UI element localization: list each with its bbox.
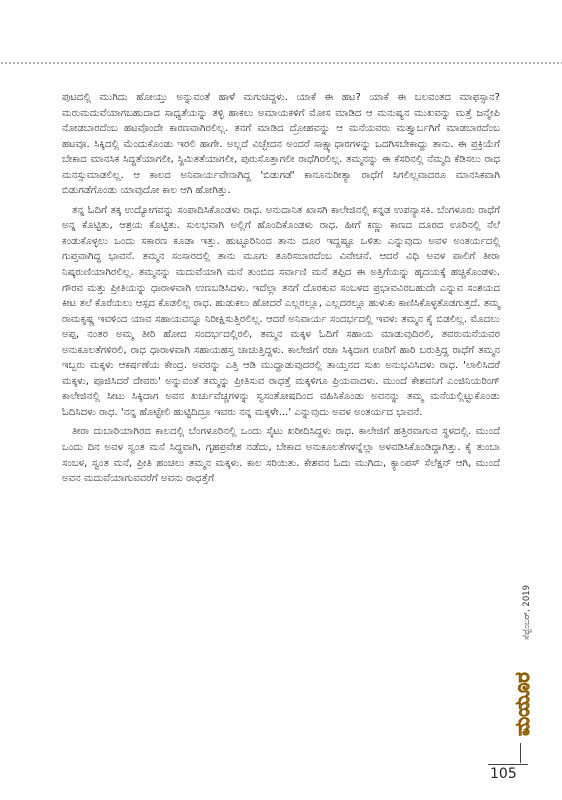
- page-divider-vertical: [520, 743, 521, 763]
- page-divider-horizontal: [488, 764, 528, 765]
- paragraph: ಪುಟದಲ್ಲಿ ಮುಗಿದು ಹೋಯ್ತು ಅನ್ನುವಂತೆ ಹಾಳೆ ಮಗುಚಿದ್ದಳು. ಯಾಕೆ ಈ ಹಟ? ಯಾಕೆ ಈ ಬಲವಂತದ ಮಾಫಸ್ಸಾನ? ಮರುಮದುವೆಯಾಗಬಹುದಾದ ಸಾಧ್ಯತೆಯನ್ನು ತಳ್ಳಿ ಹಾಕಲು ಅಮಾಯಕಳಿಗೆ ಮೋಸ ಮಾಡಿದ ಆ ಮನುಷ್ಯನ ಮುಖವನ್ನು ಮತ್ತೆ ಜನ್ಮೇಪಿ ನೋಡಬಾರದೆಂಬ ಹಟವೊಂದೇ ಕಾರಣವಾಗಿರಲಿಲ್ಲ. ತನಗೆ ಮಾಡಿದ ದ್ರೋಹವನ್ನು ಆ ಮನೆಯವರು ಮತ್ತ್ಯಾರ್ಬಗಿಗೆ ಮಾಡಬಾರದೆಂಬ ಹಟವೂ. ಸಿಕ್ಕಿದಲ್ಲಿ ಮೆಂದುಕೊಂಡು ಇರಲಿ ಹಾಗೇ. ಅಲ್ಲದೆ ವಿಚ್ಛೇದನ ಅಂದರೆ ಸಾಕ್ಷ್ಯಾಧಾರಗಳನ್ನು ಒದಗಿಸಬೇಕಾದ್ದು ತಾನು. ಈ ಪ್ರಕ್ರಿಯೆಗೆ ಬೇಕಾದ ಮಾನಸಿಕ ಸಿದ್ಧತೆಯಾಗಲೀ, ಸ್ಥಿಮಿತತೆಯಾಗಲೀ, ಪುರುಸೊತ್ತಾಗಲೀ ರಾಧೆಗಿರಲಿಲ್ಲ. ತಮ್ಮನನ್ನು ಈ ಕೆಸರಿನಲ್ಲಿ ನೆಮ್ಮದಿ ಕೆಡಿಸಲು ರಾಧ ಮನಸ್ಸುಮಾಡಲಿಲ್ಲ. ಆ ಕಾಲದ ಅನಿವಾರ್ಯವೇನಾಗಿದ್ದ 'ಬಿಡುಗಡೆ' ಕಾನೂನುರೀತ್ಯಾ ರಾಧೆಗೆ ಸಿಗಲಿಲ್ಲವಾದರೂ ಮಾನಸಿಕವಾಗಿ ಬಿಡುಗಡೆಗೊಂಡು ಯಾವುದೋ ಕಾಲ ಆಗಿ ಹೋಗಿತ್ತು.: [62, 92, 500, 197]
- issue-date: ಸೆಪ್ಟೆಂಬರ್, 2019: [522, 584, 532, 640]
- paragraph: ತೀರಾ ದುಬಾರಿಯಾಗಿರದ ಕಾಲದಲ್ಲಿ ಬೆಂಗಳೂರಿನಲ್ಲಿ ಒಂದು ಸೈಟು ಖರೀದಿಸಿದ್ದಳು ರಾಧ. ಕಾಲೇಜಿಗೆ ಹತ್ತಿರವಾಗುವ ಸ್ಥಳದಲ್ಲಿ. ಮುಂದೆ ಒಂದು ದಿನ ಅವಳ ಸ್ವಂತ ಮನೆ ಸಿದ್ಧವಾಗಿ, ಗೃಹಪ್ರವೇಶ ನಡೆದು, ಬೇಕಾದ ಅನುಕೂಲತೆಗಳನ್ನೆಲ್ಲಾ ಅಳವಡಿಸಿಕೊಂಡಿದ್ದಾಗಿತ್ತು. ಕೈ ತುಂಬಾ ಸಂಬಳ, ಸ್ವಂತ ಮನೆ, ಪ್ರೀತಿ ಹಂಚಲು ತಮ್ಮನ ಮಕ್ಕಳು. ಕಾಲ ಸರಿಯಿತು. ಕೇಶವನ ಓದು ಮುಗಿದು, ಕ್ಯಾಂಪಸ್ ಸೆಲೆಕ್ಷನ್ ಆಗಿ, ಮುಂದೆ ಅವನ ಮದುವೆಯಾಗುವವರೆಗೆ ಅವನು ರಾಧತ್ತೆಗೆ: [62, 426, 500, 485]
- dotted-rule: [0, 62, 562, 64]
- article-body: [62, 90, 500, 491]
- page-number: 105: [490, 766, 517, 782]
- magazine-logo: [506, 671, 536, 737]
- paragraph: ತನ್ನ ಓದಿಗೆ ತಕ್ಕ ಉದ್ಯೋಗವನ್ನು ಸಂಪಾದಿಸಿಕೊಂಡಳು ರಾಧ. ಅನುದಾನಿತ ಖಾಸಗಿ ಕಾಲೇಜಿನಲ್ಲಿ ಕನ್ನಡ ಉಪನ್ಯಾಸಕಿ. ಬೆಂಗಳೂರು ರಾಧೆಗೆ ಅನ್ನ ಕೊಟ್ಟಿತು, ಆಶ್ರಯ ಕೊಟ್ಟಿತು. ಸುಲಭವಾಗಿ ಅಲ್ಲಿಗೆ ಹೊಂದಿಕೊಂಡಳು ರಾಧ. ಹೀಗೆ ಕಣ್ಣು ಕಾಣದ ದೂರದ ಊರಿನಲ್ಲಿ ನೆಲೆ ಕಂಡುಕೊಳ್ಳಲು ಒಂದು ಸಕಾರಣ ಕೂಡಾ ಇತ್ತು. ಹುಟ್ಟೂರಿನಿಂದ ತಾನು ದೂರ ಇದ್ದಷ್ಟೂ ಒಳಿತು ಎನ್ನುವುದು ಅವಳ ಅಂತರ್ಯದಲ್ಲಿ ಗುಪ್ತವಾಗಿದ್ದ ಭಾವನೆ. ತಮ್ಮನ ಸಂಸಾರದಲ್ಲಿ ತಾನು ಮೂಗು ತೂರಿಸಬಾರದೆಂಬ ವಿವೇಚನೆ. ಆದರೆ ವಿಧಿ ಅವಳ ಪಾಲಿಗೆ ತೀರಾ ನಿಷ್ಕರುಣಿಯಾಗಿರಲಿಲ್ಲ. ತಮ್ಮನನ್ನು ಮದುವೆಯಾಗಿ ಮನೆ ತುಂಬಿದ ಸರ್ವಾಣಿ ಮನೆ ತಪ್ಪಿದ ಈ ಅತ್ತಿಗೆಯನ್ನು ಹೃದಯಕ್ಕೆ ಹಚ್ಚಿಕೊಂಡಳು. ಗೌರವ ಮತ್ತು ಪ್ರೀತಿಯನ್ನು ಧಾರಾಳವಾಗಿ ಉಣಬಡಿಸಿದಳು. ಇದೆಲ್ಲಾ ತನಗೆ ದೊರಕುವ ಸಂಬಳದ ಪ್ರಭಾವವಿರಬಹುದೇ ಎನ್ನುವ ಸಂಶಯದ ಕೀಟ ತಲೆ ಕೊರೆಯಲು ಆಸ್ಪದ ಕೊಡಲಿಲ್ಲ ರಾಧ. ಹುಡುಕಲು ಹೋದರೆ ಎಲ್ಲರಲ್ಲೂ, ಎಲ್ಲದರಲ್ಲೂ ಹುಳುಕು ಕಾಣಿಸಿಕೊಳ್ಳತೊಡಗುತ್ತದೆ. ತಮ್ಮ ರಾಮಕೃಷ್ಣ ಇವಳಿಂದ ಯಾವ ಸಹಾಯವನ್ನೂ ನಿರೀಕ್ಷಿಸುತ್ತಿರಲಿಲ್ಲ. ಆದರೆ ಅನಿವಾರ್ಯ ಸಂದರ್ಭದಲ್ಲಿ ಇವಳು ತಮ್ಮನ ಕೈ ಬಿಡಲಿಲ್ಲ. ಮೊದಲು ಅಪ್ಪ, ನಂತರ ಅಮ್ಮ ತೀರಿ ಹೋದ ಸಂದರ್ಭದಲ್ಲಿರಲಿ, ತಮ್ಮನ ಮಕ್ಕಳ ಓದಿಗೆ ಸಹಾಯ ಮಾಡುವುದಿರಲಿ, ತವರುಮನೆಯವರ ಅನುಕೂಲತೆಗಳಿರಲಿ, ರಾಧ ಧಾರಾಳವಾಗಿ ಸಹಾಯಹಸ್ತ ಚಾಚುತ್ತಿದ್ದಳು. ಕಾಲೇಜಿಗೆ ರಜಾ ಸಿಕ್ಕಿದಾಗ ಊರಿಗೆ ಹಾರಿ ಬರುತ್ತಿದ್ದ ರಾಧೆಗೆ ತಮ್ಮನ ಇಬ್ಬರು ಮಕ್ಕಳು ಆಕರ್ಷಣೆಯ ಕೇಂದ್ರ. ಅವರನ್ನು ಎತ್ತಿ ಆಡಿ ಮುದ್ದಾಡುವುದರಲ್ಲಿ ತಾಯ್ತನದ ಸುಖ ಅನುಭವಿಸಿದಳು ರಾಧ. 'ಲಾಲಿಸಿದರೆ ಮಕ್ಕಳು, ಪೂಜಿಸಿದರೆ ದೇವರು' ಅನ್ನುವಂತೆ ತಮ್ಮನ್ನು ಪ್ರೀತಿಸುವ ರಾಧತ್ತೆ ಮಕ್ಕಳಿಗೂ ಪ್ರಿಯವಾದಳು. ಮುಂದೆ ಕೇಶವನಿಗೆ ಎಂಜಿನಿಯರಿಂಗ್ ಕಾಲೇಜಿನಲ್ಲಿ ಸೀಟು ಸಿಕ್ಕಿದಾಗ ಅವನ ಖರ್ಚುವೆಚ್ಚಗಳನ್ನು ಸ್ವಸಂತೋಷದಿಂದ ವಹಿಸಿಕೊಂಡು ಅವನನ್ನು ತಮ್ಮ ಮನೆಯಲ್ಲಿಟ್ಟುಕೊಂಡು ಓದಿಸಿದಳು ರಾಧ. 'ನನ್ನ ಹೊಟ್ಟೇಲಿ ಹುಟ್ಟಿದಿದ್ರೂ ಇವರು ನನ್ನ ಮಕ್ಕಳೇ...' ಎನ್ನುವುದು ಅವಳ ಅಂತರ್ಯದ ಭಾವನೆ.: [62, 204, 500, 418]
- magazine-name: ಮಯೂರ: [510, 672, 534, 736]
